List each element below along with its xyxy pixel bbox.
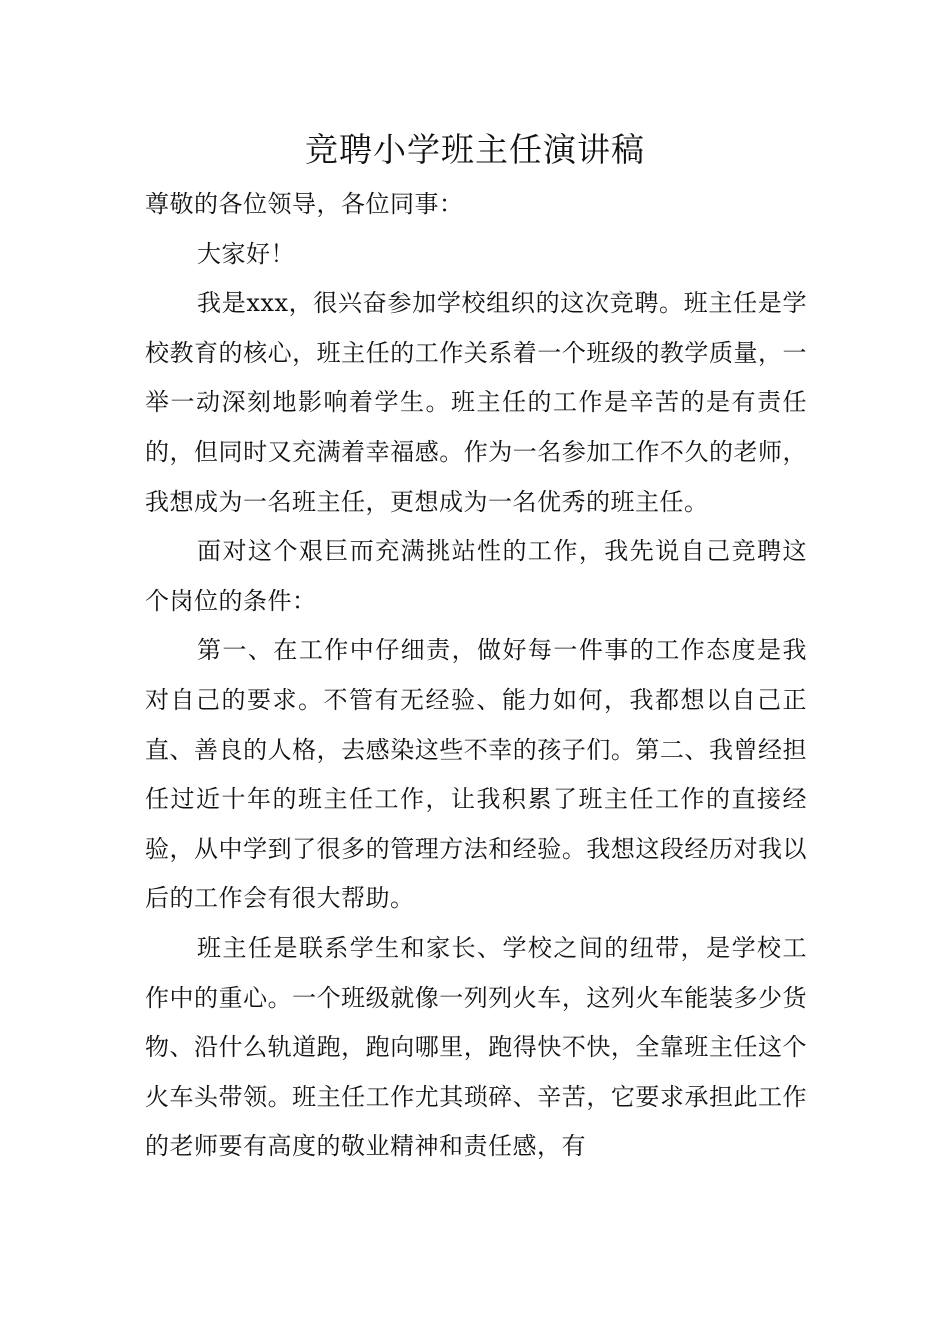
document-body [145,180,807,1172]
paragraph-introduction: 我是xxx，很兴奋参加学校组织的这次竞聘。班主任是学校教育的核心，班主任的工作关系着一个班级的教学质量，一举一动深刻地影响着学生。班主任的工作是辛苦的是有责任的，但同时又充满着幸福感。作为一名参加工作不久的老师，我想成为一名班主任，更想成为一名优秀的班主任。 [145,289,807,516]
paragraph-conditions: 第一、在工作中仔细责，做好每一件事的工作态度是我对自己的要求。不管有无经验、能力如何，我都想以自己正直、善良的人格，去感染这些不幸的孩子们。第二、我曾经担任过近十年的班主任工作，让我积累了班主任工作的直接经验，从中学到了很多的管理方法和经验。我想这段经历对我以后的工作会有很大帮助。 [145,636,807,913]
paragraph-role: 班主任是联系学生和家长、学校之间的纽带，是学校工作中的重心。一个班级就像一列列火车，这列火车能装多少货物、沿什么轨道跑，跑向哪里，跑得快不快，全靠班主任这个火车头带领。班主任工作尤其琐碎、辛苦，它要求承担此工作的老师要有高度的敬业精神和责任感，有 [145,933,807,1161]
salutation: 尊敬的各位领导，各位同事： [145,190,464,218]
paragraph-greeting: 大家好！ [197,239,295,268]
document-title: 竞聘小学班主任演讲稿 [305,130,645,169]
paragraph-conditions-intro: 面对这个艰巨而充满挑站性的工作，我先说自己竞聘这个岗位的条件： [145,537,807,615]
